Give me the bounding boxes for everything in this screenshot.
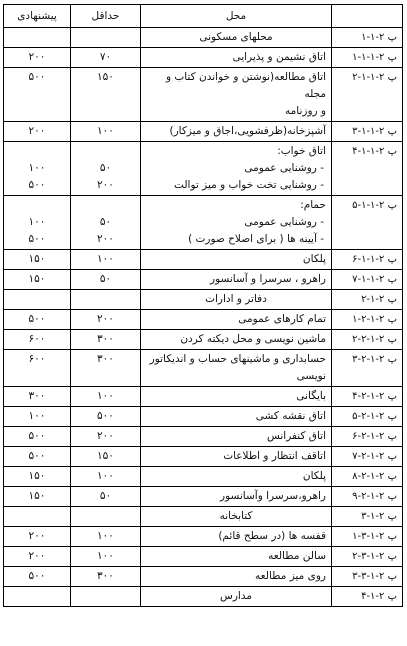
row-place <box>141 527 332 547</box>
place-line: راهرو ، سرسرا و آسانسور <box>210 273 326 285</box>
row-minimum <box>71 310 141 330</box>
table-row <box>4 487 403 507</box>
place-line: قفسه ها (در سطح قائم) <box>218 530 326 542</box>
suggested-value: ۱۰۰ <box>28 216 46 228</box>
table-body <box>4 28 403 607</box>
minimum-value: ۱۰۰ <box>97 125 114 137</box>
row-minimum <box>71 350 141 387</box>
minimum-value: ۵۰ <box>99 216 112 228</box>
table-row <box>4 407 403 427</box>
table-row <box>4 467 403 487</box>
suggested-value: ۵۰۰ <box>28 233 46 245</box>
row-suggested <box>4 350 71 387</box>
place-line: راهرو،سرسرا وآسانسور <box>220 490 326 502</box>
table-row <box>4 547 403 567</box>
suggested-value: ۵۰۰ <box>28 71 46 83</box>
suggested-value: ۲۰۰ <box>28 550 46 562</box>
table-row <box>4 250 403 270</box>
row-place <box>141 122 332 142</box>
suggested-value: ۶۰۰ <box>28 353 46 365</box>
row-place <box>141 48 332 68</box>
header-code <box>332 5 403 28</box>
place-line: تمام کارهای عمومی <box>238 313 326 325</box>
row-place <box>141 330 332 350</box>
suggested-value: ۱۵۰ <box>28 253 46 265</box>
table-row <box>4 427 403 447</box>
place-line: بایگانی <box>296 390 326 402</box>
suggested-value: ۶۰۰ <box>28 333 46 345</box>
row-minimum <box>71 330 141 350</box>
place-line: روی میز مطالعه <box>255 570 326 582</box>
suggested-value: ۵۰۰ <box>28 430 46 442</box>
row-code: پ ۲-۱-۱-۳ <box>332 122 403 142</box>
suggested-value: ۵۰۰ <box>28 570 46 582</box>
lighting-table-page <box>4 4 403 607</box>
minimum-value: ۱۰۰ <box>97 390 114 402</box>
suggested-value: ۱۰۰ <box>28 410 46 422</box>
place-line: سالن مطالعه <box>268 550 326 562</box>
suggested-value: ۱۵۰ <box>28 273 46 285</box>
row-minimum <box>71 427 141 447</box>
row-suggested <box>4 487 71 507</box>
row-minimum <box>71 290 141 310</box>
minimum-value: ۱۰۰ <box>97 550 114 562</box>
header-place: محل <box>141 5 332 28</box>
place-line: اتاق مطالعه(نوشتن و خواندن کتاب و مجله <box>166 71 326 100</box>
row-code: پ ۲-۱-۱ <box>332 28 403 48</box>
place-line: اتاق خواب: <box>277 145 326 157</box>
section-title <box>141 507 332 527</box>
place-line: اتاقف انتظار و اطلاعات <box>223 450 326 462</box>
row-code: پ ۲-۱-۲-۱ <box>332 310 403 330</box>
place-line: حمام: <box>300 199 326 211</box>
spacer <box>76 197 135 214</box>
table-row <box>4 196 403 250</box>
row-suggested <box>4 122 71 142</box>
place-line: و روزنامه <box>285 105 326 117</box>
suggested-value: ۵۰۰ <box>28 179 46 191</box>
section-row <box>4 28 403 48</box>
row-code: پ ۲-۱-۱-۵ <box>332 196 403 250</box>
row-place <box>141 467 332 487</box>
row-minimum <box>71 142 141 196</box>
minimum-value: ۳۰۰ <box>97 333 114 345</box>
place-line: دفاتر و ادارات <box>205 293 267 305</box>
minimum-value: ۵۰ <box>99 162 112 174</box>
row-suggested <box>4 527 71 547</box>
row-suggested <box>4 567 71 587</box>
row-code: پ ۲-۱-۲-۴ <box>332 387 403 407</box>
row-code: پ ۲-۱-۳-۲ <box>332 547 403 567</box>
row-suggested <box>4 310 71 330</box>
row-place <box>141 487 332 507</box>
row-code: پ ۲-۱-۳ <box>332 507 403 527</box>
suggested-value: ۱۵۰ <box>28 490 46 502</box>
place-line: حسابداری و ماشینهای حساب و اندیکاتور <box>149 353 326 365</box>
row-place <box>141 270 332 290</box>
minimum-value: ۳۰۰ <box>97 353 114 365</box>
row-code: پ ۲-۱-۳-۱ <box>332 527 403 547</box>
suggested-value: ۱۵۰ <box>28 470 46 482</box>
table-row <box>4 350 403 387</box>
row-minimum <box>71 487 141 507</box>
row-code: پ ۲-۱-۲-۹ <box>332 487 403 507</box>
place-line: اتاق کنفرانس <box>266 430 326 442</box>
minimum-value: ۲۰۰ <box>97 179 114 191</box>
minimum-value: ۱۰۰ <box>97 470 114 482</box>
row-minimum <box>71 407 141 427</box>
row-place <box>141 387 332 407</box>
section-row <box>4 290 403 310</box>
row-suggested <box>4 142 71 196</box>
suggested-value: ۲۰۰ <box>28 530 46 542</box>
minimum-value: ۱۵۰ <box>97 450 114 462</box>
row-suggested <box>4 290 71 310</box>
table-row <box>4 330 403 350</box>
place-line: - روشنایی عمومی <box>244 162 324 174</box>
place-line: - آیینه ها ( برای اصلاح صورت ) <box>188 233 324 245</box>
row-code: پ ۲-۱-۲ <box>332 290 403 310</box>
table-row <box>4 68 403 122</box>
table-header-row <box>4 5 403 28</box>
row-place <box>141 350 332 387</box>
minimum-value: ۱۵۰ <box>97 71 114 83</box>
spacer <box>76 143 135 160</box>
row-minimum <box>71 28 141 48</box>
row-place <box>141 250 332 270</box>
minimum-value: ۷۰ <box>99 51 112 63</box>
row-place <box>141 310 332 330</box>
row-minimum <box>71 270 141 290</box>
minimum-value: ۵۰ <box>99 273 112 285</box>
row-minimum <box>71 587 141 607</box>
place-line: ماشین نویسی و محل دیکته کردن <box>180 333 326 345</box>
row-code: پ ۲-۱-۲-۲ <box>332 330 403 350</box>
place-line: آشپزخانه(ظرفشویی،اجاق و میزکار) <box>169 125 326 137</box>
place-line: - روشنایی عمومی <box>244 216 324 228</box>
suggested-value: ۳۰۰ <box>28 390 46 402</box>
row-suggested <box>4 447 71 467</box>
row-suggested <box>4 507 71 527</box>
row-code: پ ۲-۱-۲-۷ <box>332 447 403 467</box>
row-suggested <box>4 28 71 48</box>
row-place <box>141 68 332 122</box>
row-code: پ ۲-۱-۱-۷ <box>332 270 403 290</box>
minimum-value: ۱۰۰ <box>97 253 114 265</box>
row-code: پ ۲-۱-۱-۶ <box>332 250 403 270</box>
minimum-value: ۲۰۰ <box>97 430 114 442</box>
row-place <box>141 196 332 250</box>
row-suggested <box>4 48 71 68</box>
row-code: پ ۲-۱-۲-۸ <box>332 467 403 487</box>
row-minimum <box>71 387 141 407</box>
row-place <box>141 142 332 196</box>
row-suggested <box>4 467 71 487</box>
row-code: پ ۲-۱-۱-۲ <box>332 68 403 122</box>
section-row <box>4 587 403 607</box>
suggested-value: ۲۰۰ <box>28 125 46 137</box>
row-minimum <box>71 447 141 467</box>
minimum-value: ۵۰ <box>99 490 112 502</box>
row-place <box>141 447 332 467</box>
table-row <box>4 387 403 407</box>
row-code: پ ۲-۱-۲-۵ <box>332 407 403 427</box>
minimum-value: ۲۰۰ <box>97 233 114 245</box>
row-suggested <box>4 196 71 250</box>
minimum-value: ۳۰۰ <box>97 570 114 582</box>
place-line: محلهای مسکونی <box>199 31 273 43</box>
place-line: اتاق نشیمن و پذیرایی <box>232 51 326 63</box>
place-line: اتاق نقشه کشی <box>255 410 326 422</box>
table-row <box>4 447 403 467</box>
row-suggested <box>4 68 71 122</box>
table-row <box>4 567 403 587</box>
row-suggested <box>4 270 71 290</box>
table-row <box>4 122 403 142</box>
row-suggested <box>4 427 71 447</box>
row-code: پ ۲-۱-۲-۳ <box>332 350 403 387</box>
row-minimum <box>71 68 141 122</box>
row-suggested <box>4 407 71 427</box>
row-place <box>141 427 332 447</box>
row-code: پ ۲-۱-۲-۶ <box>332 427 403 447</box>
section-title <box>141 290 332 310</box>
row-minimum <box>71 467 141 487</box>
suggested-value: ۵۰۰ <box>28 313 46 325</box>
place-line: پلکان <box>302 470 326 482</box>
row-suggested <box>4 330 71 350</box>
spacer <box>9 197 65 214</box>
table-row <box>4 48 403 68</box>
row-code: پ ۲-۱-۱-۴ <box>332 142 403 196</box>
row-suggested <box>4 250 71 270</box>
header-suggested: پیشنهادی <box>4 5 71 28</box>
section-title <box>141 587 332 607</box>
table-row <box>4 310 403 330</box>
place-line: پلکان <box>302 253 326 265</box>
row-suggested <box>4 387 71 407</box>
row-minimum <box>71 567 141 587</box>
minimum-value: ۲۰۰ <box>97 313 114 325</box>
section-title <box>141 28 332 48</box>
place-line: نویسی <box>296 370 326 382</box>
row-code: پ ۲-۱-۴ <box>332 587 403 607</box>
row-place <box>141 547 332 567</box>
table-row <box>4 527 403 547</box>
suggested-value: ۲۰۰ <box>28 51 46 63</box>
spacer <box>9 143 65 160</box>
minimum-value: ۵۰۰ <box>97 410 114 422</box>
row-suggested <box>4 547 71 567</box>
place-line: مدارس <box>220 590 252 602</box>
row-minimum <box>71 507 141 527</box>
table-row <box>4 142 403 196</box>
row-minimum <box>71 250 141 270</box>
row-minimum <box>71 527 141 547</box>
row-minimum <box>71 48 141 68</box>
row-minimum <box>71 122 141 142</box>
suggested-value: ۵۰۰ <box>28 450 46 462</box>
row-suggested <box>4 587 71 607</box>
suggested-value: ۱۰۰ <box>28 162 46 174</box>
row-place <box>141 407 332 427</box>
row-minimum <box>71 547 141 567</box>
row-code: پ ۲-۱-۳-۳ <box>332 567 403 587</box>
minimum-value: ۱۰۰ <box>97 530 114 542</box>
table-row <box>4 270 403 290</box>
place-line: کتابخانه <box>219 510 253 522</box>
illuminance-table <box>3 4 403 607</box>
place-line: - روشنایی تخت خواب و میز توالت <box>174 179 324 191</box>
section-row <box>4 507 403 527</box>
row-place <box>141 567 332 587</box>
row-minimum <box>71 196 141 250</box>
header-minimum: حداقل <box>71 5 141 28</box>
row-code: پ ۲-۱-۱-۱ <box>332 48 403 68</box>
